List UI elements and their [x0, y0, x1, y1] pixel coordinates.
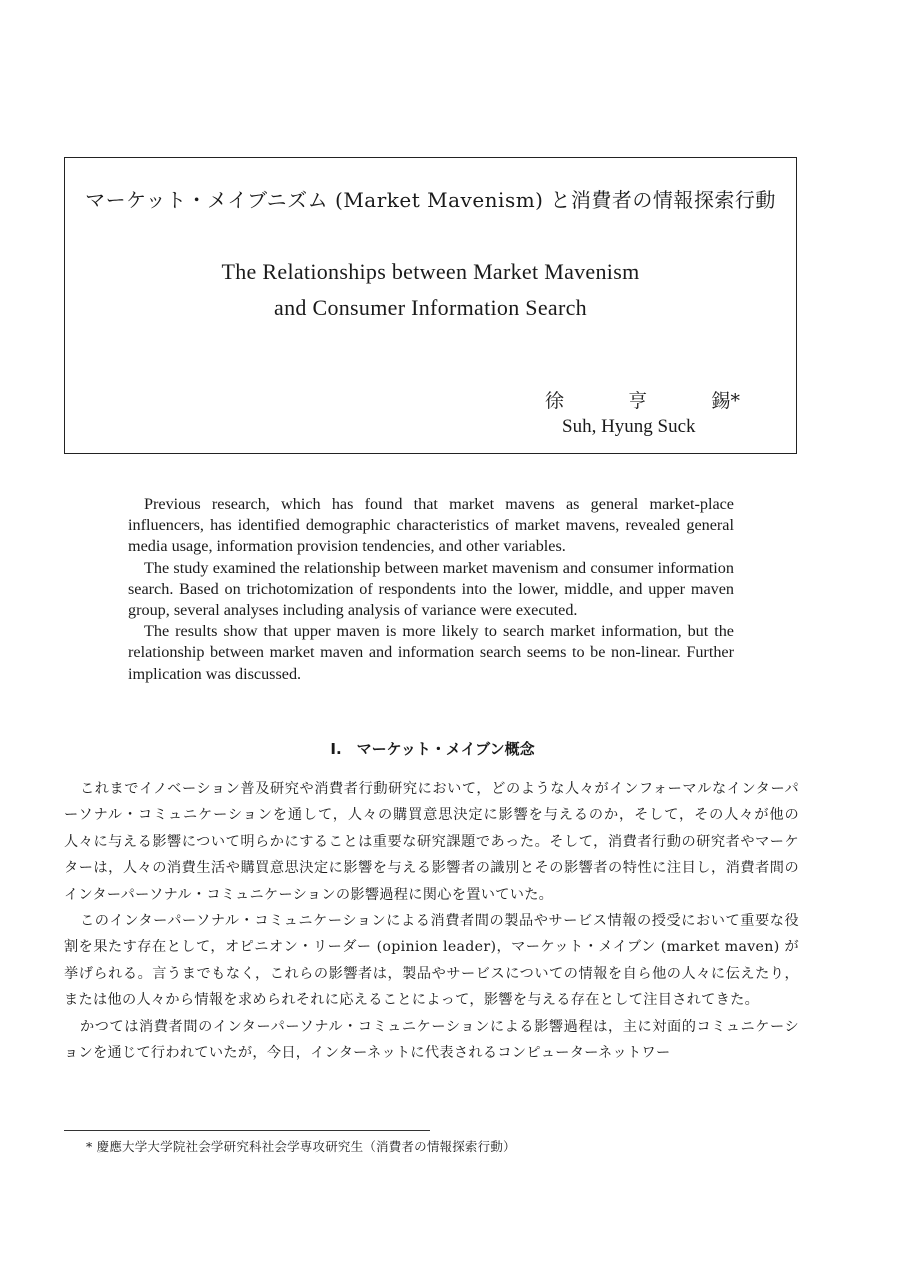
author-name-jp-2: 亨: [628, 390, 648, 412]
author-name-jp-3: 錫*: [711, 390, 740, 412]
section-heading: I. マーケット・メイブン概念: [330, 740, 535, 758]
body-text: [64, 776, 799, 1066]
japanese-title: マーケット・メイブニズム (Market Mavenism) と消費者の情報探索行動: [85, 188, 776, 212]
author-name-japanese: [545, 386, 740, 413]
author-name-english: Suh, Hyung Suck: [562, 416, 696, 437]
title-box: [64, 157, 797, 454]
body-paragraph: これまでイノベーション普及研究や消費者行動研究において，どのような人々がインフォーマルなインターパーソナル・コミュニケーションを通して，人々の購買意思決定に影響を与えるのか，そして，その人々が他の人々に与える影響について明らかにすることは重要な研究課題であった。そして，消費者行動の研究者やマーケターは，人々の消費生活や購買意思決定に影響を与える影響者の識別とその影響者の特性に注目し，消費者間のインターパーソナル・コミュニケーションの影響過程に関心を置いていた。: [64, 781, 799, 903]
body-paragraph: このインターパーソナル・コミュニケーションによる消費者間の製品やサービス情報の授受において重要な役割を果たす存在として，オピニオン・リーダー (opinion leader)，マーケット・メイブン (market maven) が挙げられる。言うまでもなく，これらの影響者は，製品やサービスについての情報を自ら他の人々に伝えたり，または他の人々から情報を求められそれに応えることによって，影響を与える存在として注目されてきた。: [64, 913, 799, 1009]
english-title-line-1: The Relationships between Market Mavenism: [221, 259, 640, 284]
english-title: [65, 254, 796, 326]
abstract-paragraph: Previous research, which has found that market mavens as general market-place influencers, has identified demographic characteristics of market mavens, revealed general media usage, information provision tendencies, and other variables.: [128, 495, 734, 556]
footnote: * 慶應大学大学院社会学研究科社会学専攻研究生（消費者の情報探索行動）: [86, 1139, 516, 1154]
abstract-paragraph: The results show that upper maven is more likely to search market information, but the relationship between market maven and information search seems to be non-linear. Further implication was discussed.: [128, 622, 734, 683]
abstract-paragraph: The study examined the relationship between market mavenism and consumer information search. Based on trichotomization of respondents into the lower, middle, and upper maven group, several analyses including analysis of variance were executed.: [128, 558, 734, 620]
abstract: [128, 494, 734, 685]
english-title-line-2: and Consumer Information Search: [274, 295, 587, 320]
footnote-divider: [64, 1130, 430, 1131]
author-name-jp-1: 徐: [545, 390, 565, 412]
body-paragraph: かつては消費者間のインターパーソナル・コミュニケーションによる影響過程は，主に対面的コミュニケーションを通じて行われていたが，今日，インターネットに代表されるコンピューターネットワー: [64, 1018, 799, 1062]
